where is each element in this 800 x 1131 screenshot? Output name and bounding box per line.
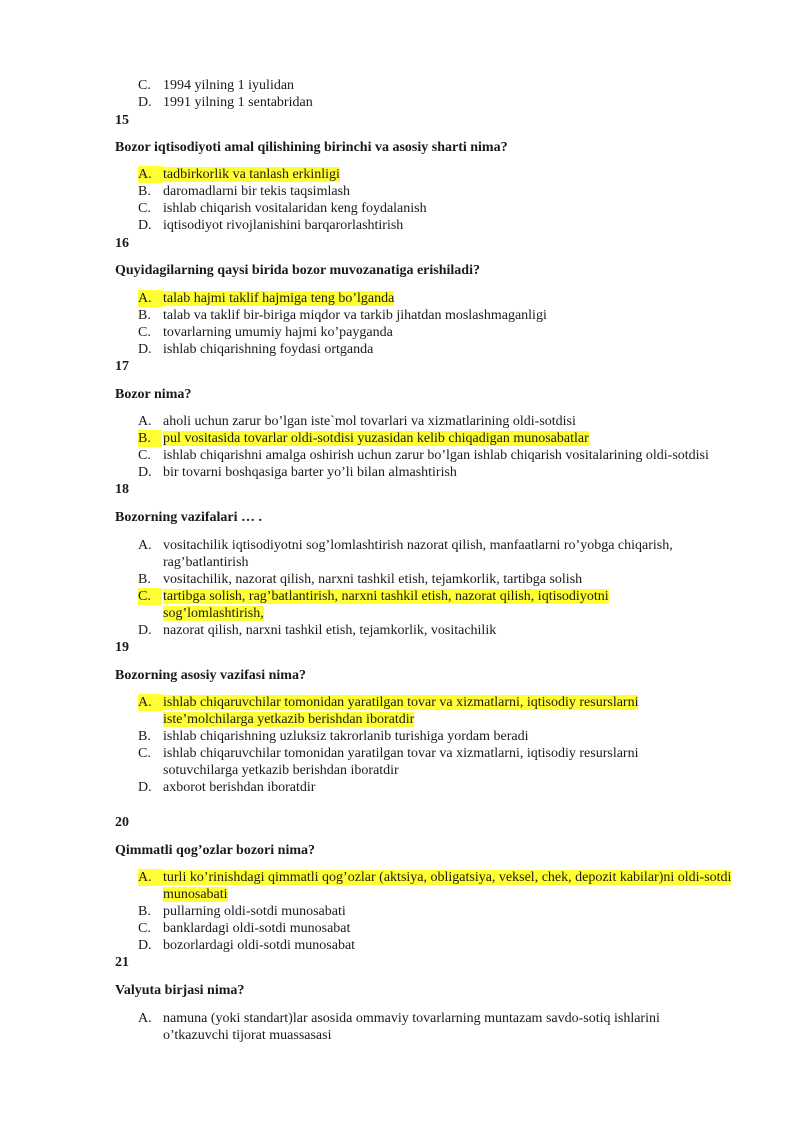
option-letter: A. bbox=[138, 869, 163, 886]
option-letter: D. bbox=[138, 623, 152, 638]
question-number: 18 bbox=[115, 482, 129, 497]
option-letter: D. bbox=[138, 780, 152, 795]
option-letter: D. bbox=[138, 95, 152, 110]
question-number: 15 bbox=[115, 113, 129, 128]
option-text: vositachilik iqtisodiyotni sog’lomlashtirish nazorat qilish, manfaatlarni ro’yobga chiqarish, rag’batlantirish bbox=[163, 538, 673, 570]
option-text: 1991 yilning 1 sentabridan bbox=[163, 95, 313, 110]
option-text-highlighted: talab hajmi taklif hajmiga teng bo’lganda bbox=[163, 291, 395, 306]
option-letter: D. bbox=[138, 465, 152, 480]
question-number: 20 bbox=[115, 815, 129, 830]
option-letter: D. bbox=[138, 342, 152, 357]
option-letter: C. bbox=[138, 78, 151, 93]
question-text: Bozor nima? bbox=[115, 387, 192, 402]
question-number: 19 bbox=[115, 640, 129, 655]
option-letter: C. bbox=[138, 588, 162, 605]
option-text: talab va taklif bir-biriga miqdor va tarkib jihatdan moslashmaganligi bbox=[163, 308, 547, 323]
question-text: Bozorning vazifalari … . bbox=[115, 510, 262, 525]
option-text-highlighted: tadbirkorlik va tanlash erkinligi bbox=[163, 167, 340, 182]
option-text-highlighted: tartibga solish, rag’batlantirish, narxni tashkil etish, nazorat qilish, iqtisodiyotni sog’lomlashtirish, bbox=[163, 589, 609, 621]
option-letter: B. bbox=[138, 430, 162, 447]
question-text: Bozor iqtisodiyoti amal qilishining birinchi va asosiy sharti nima? bbox=[115, 140, 508, 155]
option-text: bozorlardagi oldi-sotdi munosabat bbox=[163, 938, 356, 953]
option-letter: A. bbox=[138, 166, 163, 183]
option-text: daromadlarni bir tekis taqsimlash bbox=[163, 184, 351, 199]
option-letter: A. bbox=[138, 1011, 152, 1026]
option-letter: B. bbox=[138, 904, 151, 919]
question-text: Quyidagilarning qaysi birida bozor muvozanatiga erishiladi? bbox=[115, 263, 480, 278]
option-text: ishlab chiqarishning foydasi ortganda bbox=[163, 342, 374, 357]
option-text: namuna (yoki standart)lar asosida ommaviy tovarlarning muntazam savdo-sotiq ishlarini o’tkazuvchi tijorat muassasasi bbox=[163, 1011, 660, 1043]
question-text: Qimmatli qog’ozlar bozori nima? bbox=[115, 843, 315, 858]
option-letter: D. bbox=[138, 218, 152, 233]
option-letter: A. bbox=[138, 290, 163, 307]
option-text-highlighted: ishlab chiqaruvchilar tomonidan yaratilgan tovar va xizmatlarni, iqtisodiy resurslarni iste’molchilarga yetkazib berishdan iboratdir bbox=[163, 695, 639, 727]
option-letter: C. bbox=[138, 325, 151, 340]
question-number: 17 bbox=[115, 359, 129, 374]
option-text: 1994 yilning 1 iyulidan bbox=[163, 78, 295, 93]
option-text: iqtisodiyot rivojlanishini barqarorlashtirish bbox=[163, 218, 404, 233]
question-number: 21 bbox=[115, 955, 129, 970]
option-text: ishlab chiqarishni amalga oshirish uchun zarur bo’lgan ishlab chiqarish vositalarining oldi-sotdisi bbox=[163, 448, 709, 463]
option-text: tovarlarning umumiy hajmi ko’payganda bbox=[163, 325, 393, 340]
option-text: vositachilik, nazorat qilish, narxni tashkil etish, tejamkorlik, tartibga solish bbox=[163, 572, 583, 587]
option-letter: D. bbox=[138, 938, 152, 953]
option-letter: C. bbox=[138, 201, 151, 216]
option-letter: B. bbox=[138, 184, 151, 199]
option-letter: C. bbox=[138, 921, 151, 936]
option-letter: C. bbox=[138, 746, 151, 761]
question-number: 16 bbox=[115, 236, 129, 251]
option-letter: A. bbox=[138, 694, 163, 711]
option-letter: A. bbox=[138, 414, 152, 429]
option-letter: B. bbox=[138, 308, 151, 323]
option-text: pullarning oldi-sotdi munosabati bbox=[163, 904, 346, 919]
option-text-highlighted: pul vositasida tovarlar oldi-sotdisi yuzasidan kelib chiqadigan munosabatlar bbox=[163, 431, 589, 446]
option-text: nazorat qilish, narxni tashkil etish, tejamkorlik, vositachilik bbox=[163, 623, 497, 638]
option-text: bir tovarni boshqasiga barter yo’li bilan almashtirish bbox=[163, 465, 457, 480]
option-text: ishlab chiqarishning uzluksiz takrorlanib turishiga yordam beradi bbox=[163, 729, 529, 744]
option-text-highlighted: turli ko’rinishdagi qimmatli qog’ozlar (aktsiya, obligatsiya, veksel, chek, depozit kabilar)ni oldi-sotdi munosabati bbox=[163, 870, 732, 902]
question-text: Bozorning asosiy vazifasi nima? bbox=[115, 668, 306, 683]
option-text: aholi uchun zarur bo’lgan iste`mol tovarlari va xizmatlarining oldi-sotdisi bbox=[163, 414, 576, 429]
question-text: Valyuta birjasi nima? bbox=[115, 983, 245, 998]
option-text: axborot berishdan iboratdir bbox=[163, 780, 316, 795]
option-letter: B. bbox=[138, 572, 151, 587]
option-letter: C. bbox=[138, 448, 151, 463]
option-text: banklardagi oldi-sotdi munosabat bbox=[163, 921, 351, 936]
option-text: ishlab chiqaruvchilar tomonidan yaratilgan tovar va xizmatlarni, iqtisodiy resurslarni sotuvchilarga yetkazib berishdan iboratdir bbox=[163, 746, 639, 778]
option-letter: A. bbox=[138, 538, 152, 553]
option-letter: B. bbox=[138, 729, 151, 744]
option-text: ishlab chiqarish vositalaridan keng foydalanish bbox=[163, 201, 427, 216]
